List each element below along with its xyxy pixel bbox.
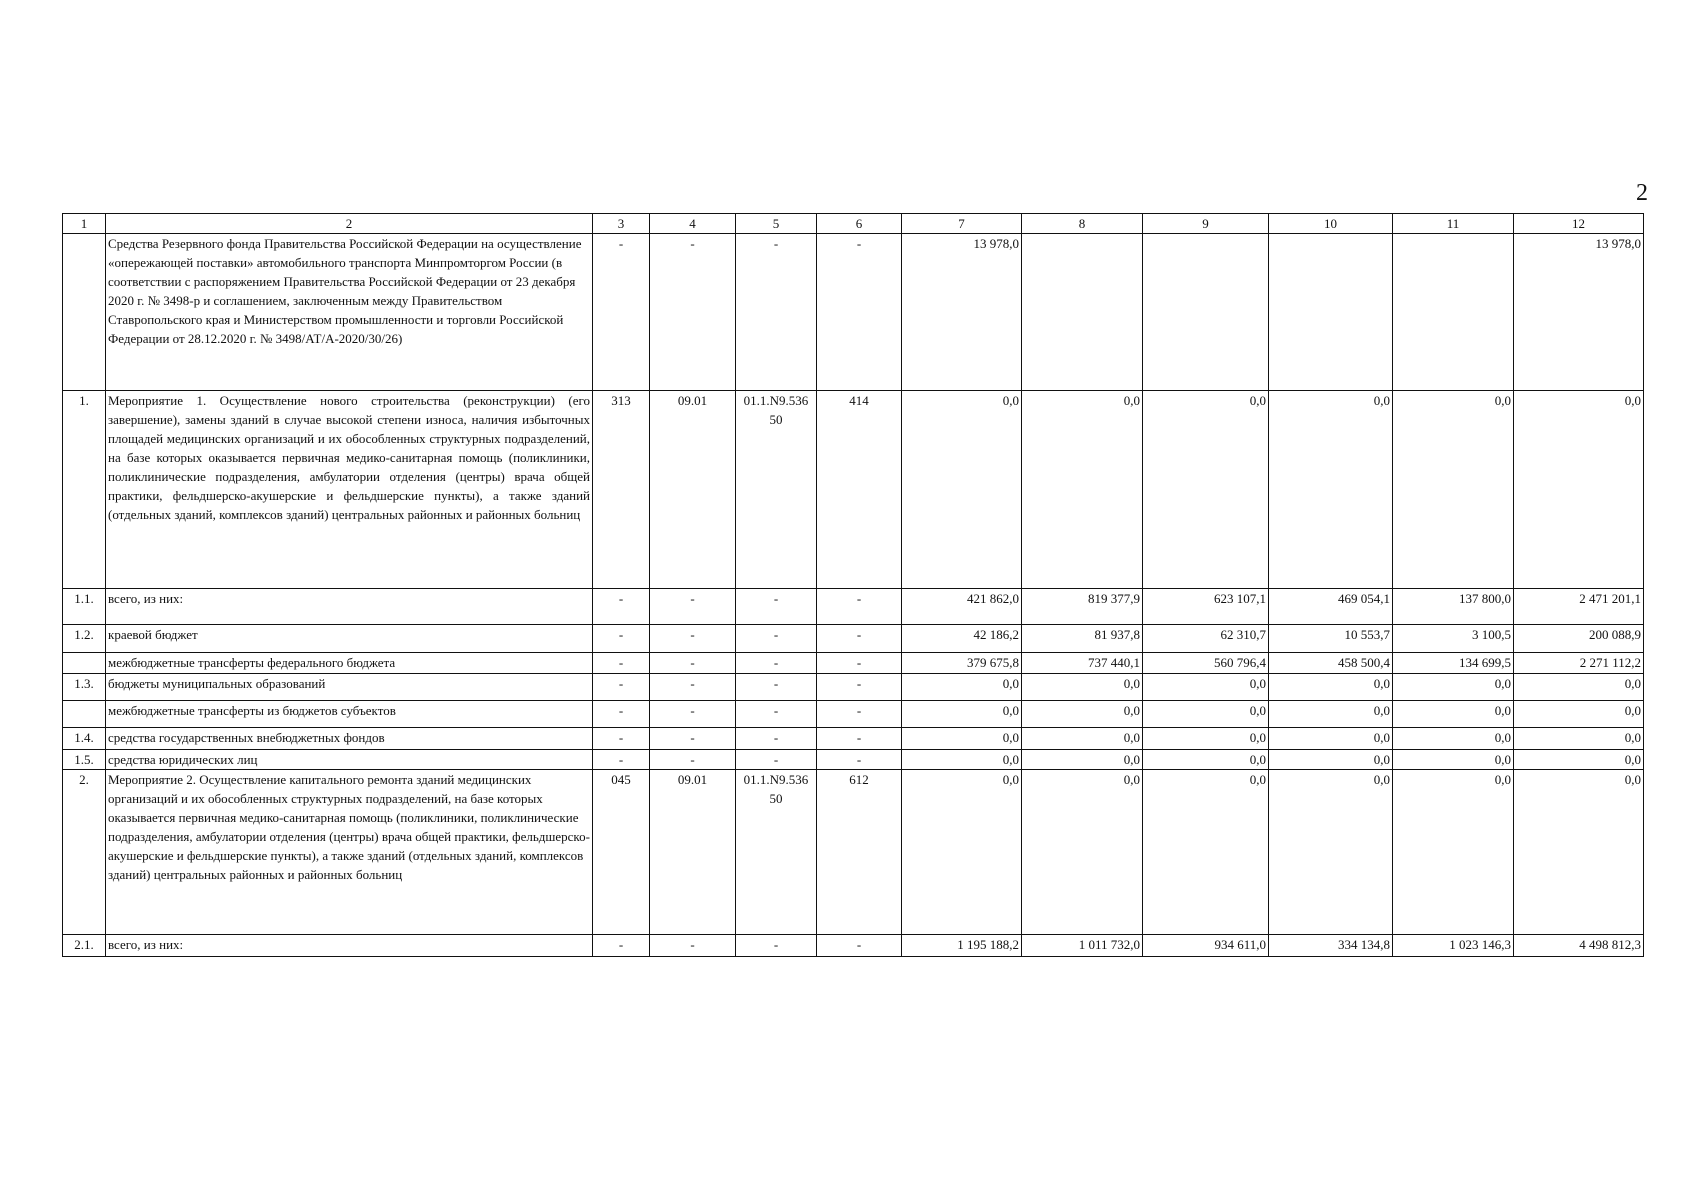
- row-description: всего, из них:: [106, 935, 593, 957]
- header-cell: 12: [1514, 214, 1644, 234]
- cell-col8: 0,0: [1022, 728, 1143, 750]
- table-row: [63, 391, 1644, 589]
- cell-col11: 0,0: [1393, 770, 1514, 935]
- cell-col3: 045: [593, 770, 650, 935]
- cell-col8: 737 440,1: [1022, 653, 1143, 674]
- cell-col6: 612: [817, 770, 902, 935]
- cell-col5: -: [736, 935, 817, 957]
- cell-col4: -: [650, 750, 736, 770]
- cell-col12: 2 271 112,2: [1514, 653, 1644, 674]
- cell-col9: 0,0: [1143, 391, 1269, 589]
- header-cell: 6: [817, 214, 902, 234]
- cell-col10: 334 134,8: [1269, 935, 1393, 957]
- cell-col7: 42 186,2: [902, 625, 1022, 653]
- cell-col4: -: [650, 728, 736, 750]
- table-row: [63, 728, 1644, 750]
- cell-col8: 81 937,8: [1022, 625, 1143, 653]
- header-cell: 10: [1269, 214, 1393, 234]
- cell-col8: 0,0: [1022, 674, 1143, 701]
- cell-col7: 0,0: [902, 391, 1022, 589]
- cell-col3: 313: [593, 391, 650, 589]
- cell-col9: 0,0: [1143, 770, 1269, 935]
- cell-col5: -: [736, 653, 817, 674]
- cell-col7: 13 978,0: [902, 234, 1022, 391]
- cell-col6: -: [817, 234, 902, 391]
- row-number: 1.2.: [63, 625, 106, 653]
- row-number: [63, 234, 106, 391]
- row-description: всего, из них:: [106, 589, 593, 625]
- cell-col8: 0,0: [1022, 750, 1143, 770]
- cell-col6: -: [817, 674, 902, 701]
- cell-col11: 0,0: [1393, 674, 1514, 701]
- cell-col9: 0,0: [1143, 674, 1269, 701]
- header-row: [63, 214, 1644, 234]
- table-row: [63, 750, 1644, 770]
- table-row: [63, 770, 1644, 935]
- cell-col4: -: [650, 701, 736, 728]
- cell-col12: 2 471 201,1: [1514, 589, 1644, 625]
- header-cell: 1: [63, 214, 106, 234]
- cell-col12: 0,0: [1514, 701, 1644, 728]
- cell-col8: [1022, 234, 1143, 391]
- cell-col4: -: [650, 589, 736, 625]
- cell-col9: 0,0: [1143, 750, 1269, 770]
- cell-col6: -: [817, 935, 902, 957]
- cell-col12: 0,0: [1514, 391, 1644, 589]
- cell-col5: -: [736, 589, 817, 625]
- cell-col7: 0,0: [902, 770, 1022, 935]
- row-number: 1.3.: [63, 674, 106, 701]
- row-description: межбюджетные трансферты из бюджетов субъектов: [106, 701, 593, 728]
- cell-col5: -: [736, 728, 817, 750]
- cell-col11: 134 699,5: [1393, 653, 1514, 674]
- row-description: межбюджетные трансферты федерального бюджета: [106, 653, 593, 674]
- cell-col9: 560 796,4: [1143, 653, 1269, 674]
- cell-col11: 0,0: [1393, 701, 1514, 728]
- cell-col8: 1 011 732,0: [1022, 935, 1143, 957]
- cell-col6: -: [817, 728, 902, 750]
- cell-col3: -: [593, 701, 650, 728]
- cell-col9: 0,0: [1143, 701, 1269, 728]
- cell-col11: 3 100,5: [1393, 625, 1514, 653]
- cell-col5: -: [736, 750, 817, 770]
- header-cell: 3: [593, 214, 650, 234]
- row-description: Мероприятие 1. Осуществление нового строительства (реконструкции) (его завершение), замены зданий в случае высокой степени износа, наличия избыточных площадей медицинских организаций и их обособленных структурных подразделений, на базе которых оказывается первичная медико-санитарная помощь (поликлиники, поликлинические подразделения, амбулатории отделения (центры) врача общей практики, фельдшерско-акушерские и фельдшерские пункты), а также зданий (отдельных зданий, комплексов зданий) центральных районных и районных больниц: [106, 391, 593, 589]
- cell-col5: 01.1.N9.536 50: [736, 770, 817, 935]
- cell-col9: 0,0: [1143, 728, 1269, 750]
- row-number: 1.5.: [63, 750, 106, 770]
- header-cell: 4: [650, 214, 736, 234]
- header-cell: 2: [106, 214, 593, 234]
- cell-col11: 137 800,0: [1393, 589, 1514, 625]
- cell-col3: -: [593, 935, 650, 957]
- row-number: 1.4.: [63, 728, 106, 750]
- row-description: средства юридических лиц: [106, 750, 593, 770]
- table-row: [63, 234, 1644, 391]
- row-description: Средства Резервного фонда Правительства Российской Федерации на осуществление «опережающей поставки» автомобильного транспорта Минпромторгом России (в соответствии с распоряжением Правительства Российской Федерации от 23 декабря 2020 г. № 3498-р и соглашением, заключенным между Правительством Ставропольского края и Министерством промышленности и торговли Российской Федерации от 28.12.2020 г. № 3498/АТ/А-2020/30/26): [106, 234, 593, 391]
- cell-col7: 1 195 188,2: [902, 935, 1022, 957]
- cell-col12: 200 088,9: [1514, 625, 1644, 653]
- cell-col12: 0,0: [1514, 750, 1644, 770]
- cell-col8: 0,0: [1022, 701, 1143, 728]
- cell-col6: -: [817, 589, 902, 625]
- table-row: [63, 674, 1644, 701]
- cell-col7: 0,0: [902, 750, 1022, 770]
- cell-col10: 0,0: [1269, 701, 1393, 728]
- row-description: Мероприятие 2. Осуществление капитального ремонта зданий медицинских организаций и их обособленных структурных подразделений, на базе которых оказывается первичная медико-санитарная помощь (поликлиники, поликлинические подразделения, амбулатории отделения (центры) врача общей практики, фельдшерско-акушерские и фельдшерские пункты), а также зданий (отдельных зданий, комплексов зданий) центральных районных и районных больниц: [106, 770, 593, 935]
- cell-col7: 0,0: [902, 674, 1022, 701]
- cell-col12: 0,0: [1514, 770, 1644, 935]
- table-row: [63, 701, 1644, 728]
- cell-col8: 0,0: [1022, 391, 1143, 589]
- row-description: краевой бюджет: [106, 625, 593, 653]
- row-number: [63, 653, 106, 674]
- header-cell: 7: [902, 214, 1022, 234]
- cell-col12: 0,0: [1514, 728, 1644, 750]
- row-number: [63, 701, 106, 728]
- cell-col3: -: [593, 625, 650, 653]
- cell-col6: -: [817, 750, 902, 770]
- cell-col3: -: [593, 653, 650, 674]
- cell-col6: -: [817, 701, 902, 728]
- cell-col9: 62 310,7: [1143, 625, 1269, 653]
- cell-col4: -: [650, 935, 736, 957]
- cell-col10: 10 553,7: [1269, 625, 1393, 653]
- cell-col3: -: [593, 728, 650, 750]
- table-row: [63, 625, 1644, 653]
- cell-col4: -: [650, 653, 736, 674]
- cell-col10: 0,0: [1269, 674, 1393, 701]
- cell-col12: 13 978,0: [1514, 234, 1644, 391]
- cell-col10: 469 054,1: [1269, 589, 1393, 625]
- cell-col4: -: [650, 674, 736, 701]
- cell-col11: 0,0: [1393, 728, 1514, 750]
- header-cell: 5: [736, 214, 817, 234]
- cell-col9: 623 107,1: [1143, 589, 1269, 625]
- table-row: [63, 589, 1644, 625]
- cell-col6: -: [817, 625, 902, 653]
- cell-col3: -: [593, 234, 650, 391]
- table-row: [63, 935, 1644, 957]
- cell-col11: [1393, 234, 1514, 391]
- cell-col12: 0,0: [1514, 674, 1644, 701]
- cell-col10: 0,0: [1269, 391, 1393, 589]
- cell-col4: 09.01: [650, 770, 736, 935]
- header-cell: 8: [1022, 214, 1143, 234]
- budget-table: [62, 213, 1644, 957]
- cell-col10: 0,0: [1269, 728, 1393, 750]
- cell-col10: [1269, 234, 1393, 391]
- cell-col3: -: [593, 589, 650, 625]
- cell-col5: -: [736, 701, 817, 728]
- cell-col10: 0,0: [1269, 750, 1393, 770]
- row-number: 1.: [63, 391, 106, 589]
- cell-col8: 819 377,9: [1022, 589, 1143, 625]
- cell-col5: 01.1.N9.536 50: [736, 391, 817, 589]
- cell-col9: [1143, 234, 1269, 391]
- cell-col11: 1 023 146,3: [1393, 935, 1514, 957]
- cell-col6: 414: [817, 391, 902, 589]
- cell-col3: -: [593, 674, 650, 701]
- cell-col3: -: [593, 750, 650, 770]
- cell-col6: -: [817, 653, 902, 674]
- header-cell: 9: [1143, 214, 1269, 234]
- cell-col9: 934 611,0: [1143, 935, 1269, 957]
- cell-col7: 379 675,8: [902, 653, 1022, 674]
- header-cell: 11: [1393, 214, 1514, 234]
- cell-col5: -: [736, 674, 817, 701]
- cell-col7: 0,0: [902, 728, 1022, 750]
- cell-col7: 0,0: [902, 701, 1022, 728]
- row-number: 2.: [63, 770, 106, 935]
- cell-col4: -: [650, 625, 736, 653]
- row-description: средства государственных внебюджетных фондов: [106, 728, 593, 750]
- cell-col7: 421 862,0: [902, 589, 1022, 625]
- cell-col12: 4 498 812,3: [1514, 935, 1644, 957]
- cell-col11: 0,0: [1393, 750, 1514, 770]
- cell-col5: -: [736, 234, 817, 391]
- cell-col8: 0,0: [1022, 770, 1143, 935]
- table-row: [63, 653, 1644, 674]
- row-number: 2.1.: [63, 935, 106, 957]
- cell-col4: -: [650, 234, 736, 391]
- page-number: 2: [1636, 180, 1648, 206]
- row-description: бюджеты муниципальных образований: [106, 674, 593, 701]
- cell-col5: -: [736, 625, 817, 653]
- cell-col10: 458 500,4: [1269, 653, 1393, 674]
- cell-col4: 09.01: [650, 391, 736, 589]
- row-number: 1.1.: [63, 589, 106, 625]
- cell-col11: 0,0: [1393, 391, 1514, 589]
- cell-col10: 0,0: [1269, 770, 1393, 935]
